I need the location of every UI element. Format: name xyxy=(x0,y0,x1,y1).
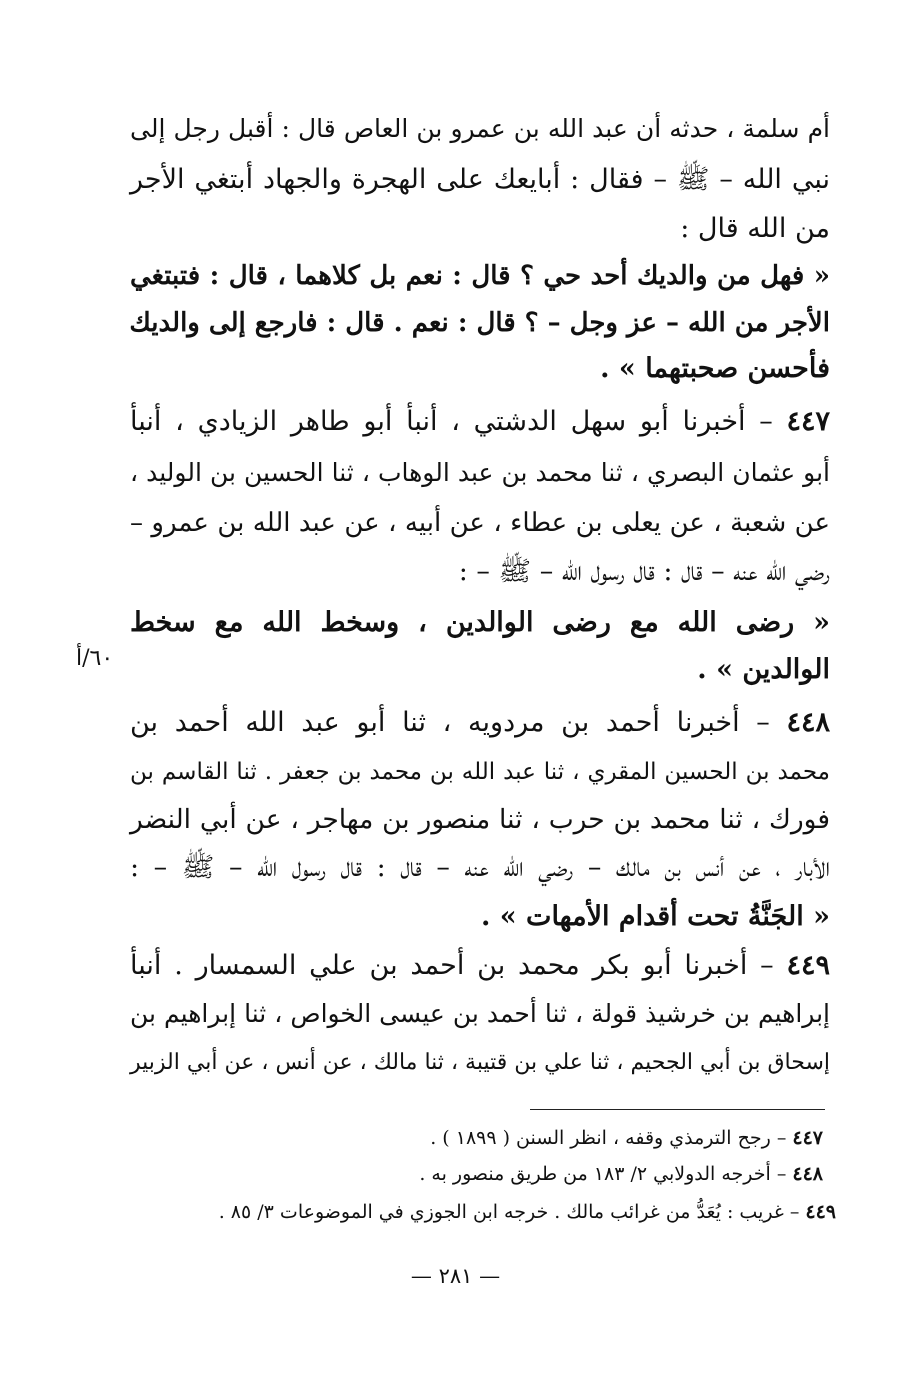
hadith-text-line: « فهل من والديك أحد حي ؟ قال : نعم بل كلاهما ، قال : فتبتغي xyxy=(130,261,830,291)
footnote-number: ٤٤٩ xyxy=(805,1201,836,1223)
text-line: أبو عثمان البصري ، ثنا محمد بن عبد الوهاب ، ثنا الحسين بن الوليد ، xyxy=(130,458,830,487)
footnote-449 xyxy=(219,1198,836,1226)
text-line: إسحاق بن أبي الجحيم ، ثنا علي بن قتيبة ، ثنا مالك ، عن أنس ، عن أبي الزبير xyxy=(130,1050,830,1075)
text-line: رضي الله عنه – قال : قال رسول الله – ﷺ – : xyxy=(458,556,830,587)
text-line: فورك ، ثنا محمد بن حرب ، ثنا منصور بن مهاجر ، عن أبي النضر xyxy=(130,804,830,835)
text-line: من الله قال : xyxy=(680,213,830,244)
manuscript-folio-note: ٦٠/أ xyxy=(76,646,114,671)
footnote-number: ٤٤٨ xyxy=(792,1163,823,1185)
text-line: الأبار ، عن أنس بن مالك – رضي الله عنه – قال : قال رسول الله – ﷺ – : xyxy=(130,852,830,883)
footnote-number: ٤٤٧ xyxy=(792,1127,823,1149)
hadith-text-line: الأجر من الله – عز وجل – ؟ قال : نعم . قال : فارجع إلى والديك xyxy=(129,308,830,338)
hadith-text-line: « رضى الله مع رضى الوالدين ، وسخط الله مع سخط xyxy=(130,607,830,638)
hadith-449-line: ٤٤٩ – أخبرنا أبو بكر محمد بن أحمد بن علي السمسار . أنبأ xyxy=(130,950,830,981)
hadith-text-line: الوالدين » . xyxy=(697,654,830,685)
hadith-text-line: « الجَنَّةُ تحت أقدام الأمهات » . xyxy=(480,901,830,932)
hadith-number: ٤٤٩ xyxy=(786,950,830,981)
hadith-text-line: فأحسن صحبتهما » . xyxy=(600,353,830,384)
main-text xyxy=(130,0,830,1100)
footnote-text: – غريب : يُعَدُّ من غرائب مالك . خرجه ابن الجوزي في الموضوعات ٣/ ٨٥ . xyxy=(218,1201,800,1223)
text-line: محمد بن الحسين المقري ، ثنا عبد الله بن محمد بن جعفر . ثنا القاسم بن xyxy=(130,759,830,785)
hadith-number: ٤٤٧ xyxy=(786,406,830,437)
footnote-text: – رجح الترمذي وقفه ، انظر السنن ( ١٨٩٩ ) . xyxy=(430,1127,787,1149)
hadith-447-line: ٤٤٧ – أخبرنا أبو سهل الدشتي ، أنبأ أبو طاهر الزيادي ، أنبأ xyxy=(130,406,830,437)
footnote-divider xyxy=(530,1109,825,1110)
page-number: — ٢٨١ — xyxy=(410,1264,501,1288)
footnote-448 xyxy=(419,1160,823,1188)
text-line: إبراهيم بن خرشيذ قولة ، ثنا أحمد بن عيسى الخواص ، ثنا إبراهيم بن xyxy=(130,999,830,1028)
footnote-447 xyxy=(430,1124,823,1152)
footnote-text: – أخرجه الدولابي ٢/ ١٨٣ من طريق منصور به . xyxy=(419,1163,787,1185)
hadith-448-line: ٤٤٨ – أخبرنا أحمد بن مردويه ، ثنا أبو عبد الله أحمد بن xyxy=(130,707,830,738)
text-line: عن شعبة ، عن يعلى بن عطاء ، عن أبيه ، عن عبد الله بن عمرو – xyxy=(130,508,830,538)
hadith-number: ٤٤٨ xyxy=(786,707,830,738)
text-line: نبي الله – ﷺ – فقال : أبايعك على الهجرة والجهاد أبتغي الأجر xyxy=(130,164,830,195)
text-line: أم سلمة ، حدثه أن عبد الله بن عمرو بن العاص قال : أقبل رجل إلى xyxy=(130,114,830,143)
